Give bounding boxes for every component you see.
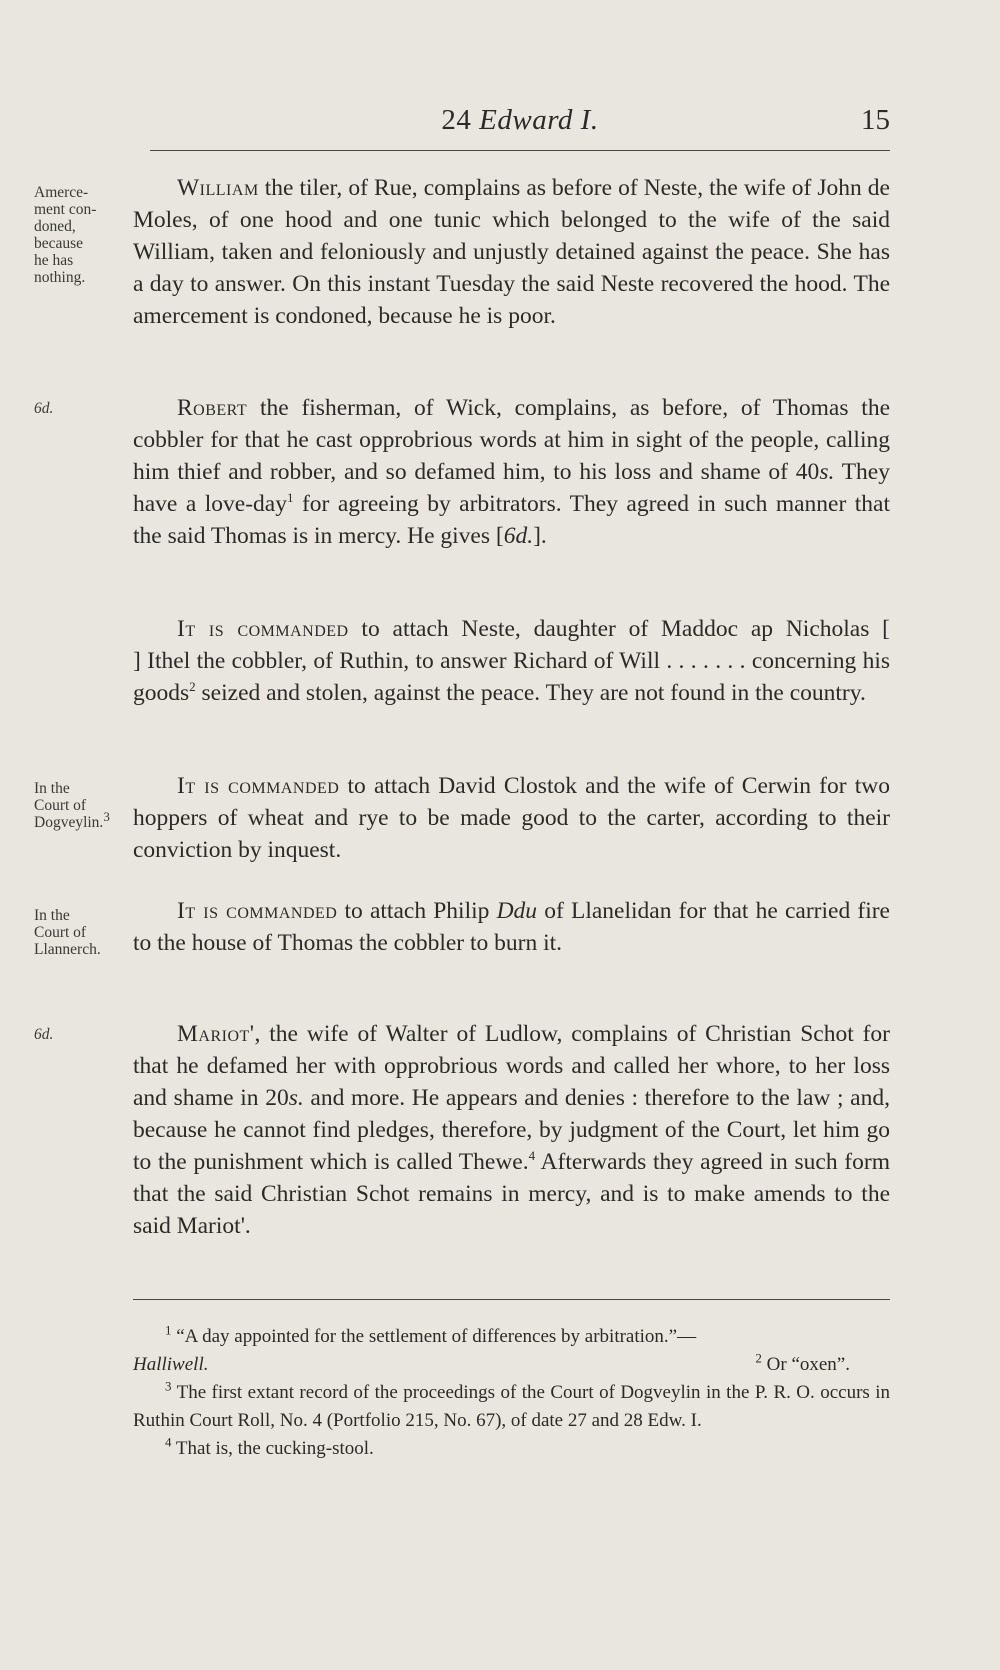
entry-body: to attach David Clostok and the wife of Cerwin for two hoppers of wheat and rye to be made good to the carter, according to their conviction by inquest.: [133, 773, 890, 863]
footnote-ref: 2: [189, 679, 196, 695]
footnote-1: [133, 1323, 890, 1351]
entry-text: [133, 895, 890, 959]
entry-lead: Robert: [177, 395, 248, 421]
footnote-text: The first extant record of the proceedings of the Court of Dogveylin in the P. R. O. occurs in Ruthin Court Roll, No. 4 (Portfolio 215, No. 67), of date 27 and 28 Edw. I.: [133, 1382, 890, 1431]
entry-body: , the wife of Walter of Ludlow, complains of Christian Schot for that he defamed her with opprobrious words and called her whore, to her loss and shame in 20: [133, 1021, 890, 1111]
header-rule: [150, 150, 890, 151]
entry-body: of Llanelidan for that he carried fire to the house of Thomas the cobbler to burn it.: [133, 898, 890, 956]
margin-note: 6d.: [34, 1026, 54, 1043]
running-header: [150, 104, 890, 140]
running-title: [150, 104, 890, 137]
footnote-1-2-line: [133, 1351, 890, 1379]
entry-lead: William: [177, 175, 259, 201]
entry-lead: It is commanded: [177, 898, 338, 924]
margin-note: In the Court of Llannerch.: [34, 907, 101, 958]
footnote-number: 1: [165, 1322, 172, 1338]
footnote-source: Halliwell.: [133, 1354, 209, 1375]
footnotes: [133, 1323, 890, 1463]
footnote-3: [133, 1379, 890, 1435]
entry-text: [133, 1018, 890, 1242]
entry-body: the tiler, of Rue, complains as before of Neste, the wife of John de Moles, of one hood and one tunic which belonged to the wife of the said William, taken and feloniously and unjustly detained against the peace. She has a day to answer. On this instant Tuesday the said Neste recovered the hood. The amercement is condoned, because he is poor.: [133, 175, 890, 329]
footnote-text: “A day appointed for the settlement of differences by arbitration.”—: [171, 1326, 697, 1347]
entry-body: to attach Philip: [337, 898, 497, 924]
footnote-number: 3: [165, 1378, 172, 1394]
margin-note: [34, 780, 136, 831]
entry-body: for agreeing by arbitrators. They agreed in such manner that the said Thomas is in mercy. He gives [: [133, 491, 891, 549]
entry-italic: Ddu: [496, 898, 538, 924]
margin-note: 6d.: [34, 400, 54, 417]
entry-body: seized and stolen, against the peace. They are not found in the country.: [195, 680, 866, 706]
entry-body: Afterwards they agreed in such form that the said Christian Schot remains in mercy, and is to make amends to the said Mariot'.: [133, 1149, 890, 1239]
footnote-text: That is, the cucking-stool.: [171, 1438, 374, 1459]
footnote-rule: [133, 1299, 890, 1300]
footnote-2: [755, 1351, 850, 1379]
entry-body: They have a love-day: [133, 459, 890, 517]
entry-italic: s.: [819, 459, 835, 485]
page-number: 15: [861, 104, 890, 136]
footnote-number: 2: [755, 1350, 762, 1366]
margin-note-text: In the Court of Dogveylin.: [34, 780, 104, 831]
entry-body: the fisherman, of Wick, complains, as before, of Thomas the cobbler for that he cast opprobrious words at him in sight of the people, calling him thief and robber, and so defamed him, to his loss and shame of 40: [133, 395, 890, 485]
running-title-italic: Edward I.: [479, 104, 599, 136]
footnote-ref: 4: [528, 1148, 536, 1164]
entry-lead: Mariot': [177, 1021, 255, 1047]
entry-italic: s.: [288, 1085, 304, 1111]
margin-note: Amerce- ment con- doned, because he has nothing.: [34, 184, 97, 286]
entry-text: [133, 770, 890, 866]
entry-body: ].: [533, 523, 547, 549]
entry-lead: It is commanded: [177, 773, 340, 799]
footnote-ref: 1: [286, 490, 294, 506]
entry-text: [133, 613, 961, 709]
entry-lead: It is commanded: [177, 616, 349, 642]
footnote-ref: 3: [103, 808, 110, 824]
footnote-4: [133, 1435, 890, 1463]
entry-body: to attach Neste, daughter of Maddoc ap Nicholas [ ] Ithel the cobbler, of Ruthin, to answer Richard of Will . . . . . . . concerning his goods: [133, 616, 961, 706]
entry-text: [133, 172, 890, 332]
footnote-number: 4: [165, 1434, 172, 1450]
footnote-text: Or “oxen”.: [761, 1354, 850, 1375]
entry-body: and more. He appears and denies : therefore to the law ; and, because he cannot find pledges, therefore, by judgment of the Court, let him go to the punishment which is called Thewe.: [133, 1085, 890, 1175]
running-title-prefix: 24: [441, 104, 472, 136]
entry-italic: 6d.: [503, 523, 534, 549]
entry-text: [133, 392, 890, 552]
